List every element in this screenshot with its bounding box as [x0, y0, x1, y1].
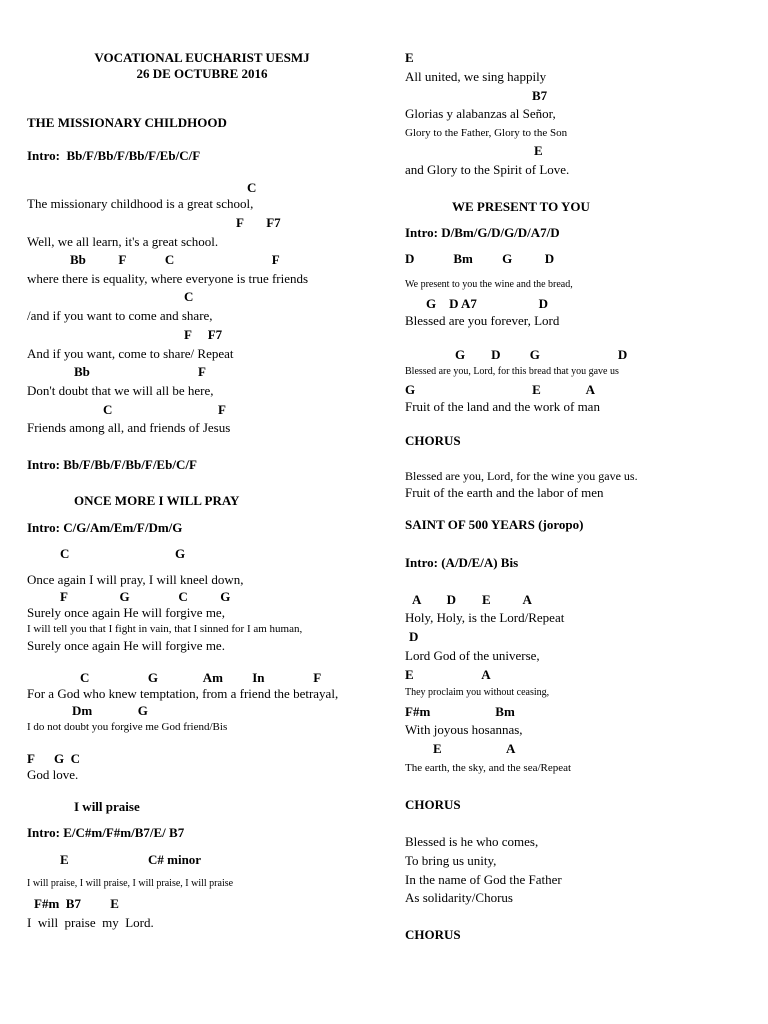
chord-line: F G C [27, 751, 80, 766]
chorus-label: CHORUS [405, 797, 461, 812]
lyric-line: Fruit of the land and the work of man [405, 399, 600, 414]
chord-line: D [409, 629, 419, 644]
lyric-line: And if you want, come to share/ Repeat [27, 346, 234, 361]
chord-line: C [60, 546, 70, 561]
lyric-line: The missionary childhood is a great school, [27, 196, 254, 211]
document-date: 26 DE OCTUBRE 2016 [136, 66, 268, 81]
lyric-line: With joyous hosannas, [405, 722, 523, 737]
chord-line: G [175, 546, 186, 561]
lyric-line: Glory to the Father, Glory to the Son [405, 127, 568, 139]
lyric-line: Holy, Holy, is the Lord/Repeat [405, 610, 565, 625]
chord-line: C [184, 289, 194, 304]
lyric-line: All united, we sing happily [405, 69, 547, 84]
chord-line: C [247, 180, 257, 195]
lyric-line: Lord God of the universe, [405, 648, 540, 663]
lyric-line: I will praise, I will praise, I will praise, I will praise [27, 878, 234, 889]
lyric-line: Fruit of the earth and the labor of men [405, 485, 604, 500]
chord-line: C [103, 402, 113, 417]
chord-line: E [405, 50, 414, 65]
lyric-line: For a God who knew temptation, from a friend the betrayal, [27, 686, 339, 701]
lyric-line: As solidarity/Chorus [405, 890, 513, 905]
lyric-line: In the name of God the Father [405, 872, 562, 887]
lyric-line: Once again I will pray, I will kneel down, [27, 572, 244, 587]
lyric-line: I will praise my Lord. [27, 915, 154, 930]
lyric-line: We present to you the wine and the bread, [405, 279, 573, 290]
song-intro: Intro: E/C#m/F#m/B7/E/ B7 [27, 825, 185, 840]
lyric-line: Glorias y alabanzas al Señor, [405, 106, 556, 121]
chord-line: F#m B7 E [34, 896, 119, 911]
chord-line: F F7 [184, 327, 223, 342]
song-title-i-will-praise: I will praise [74, 799, 140, 814]
chord-line: C G Am In F [80, 670, 322, 685]
lyric-line: To bring us unity, [405, 853, 497, 868]
lyric-line: Don't doubt that we will all be here, [27, 383, 214, 398]
song-intro: Intro: D/Bm/G/D/G/D/A7/D [405, 225, 560, 240]
lyric-line: Blessed is he who comes, [405, 834, 539, 849]
document-title: VOCATIONAL EUCHARIST UESMJ [94, 50, 310, 65]
chord-line: C# minor [148, 852, 202, 867]
chord-line: F#m Bm [405, 704, 515, 719]
chord-line: Bb [74, 364, 90, 379]
song-title-once-more: ONCE MORE I WILL PRAY [74, 493, 240, 508]
chord-line: Bb F C F [70, 252, 280, 267]
chord-line: A D E A [412, 592, 532, 607]
lyric-line: God love. [27, 767, 79, 782]
chorus-label: CHORUS [405, 433, 461, 448]
song-title-missionary-childhood: THE MISSIONARY CHILDHOOD [27, 115, 227, 130]
chord-line: E A [405, 667, 491, 682]
lyric-line: Surely once again He will forgive me. [27, 638, 225, 653]
chord-line: E [60, 852, 69, 867]
lyric-line: Blessed are you forever, Lord [405, 313, 560, 328]
chord-line: E A [433, 741, 516, 756]
lyric-line: Well, we all learn, it's a great school. [27, 234, 219, 249]
lyric-line: Blessed are you, Lord, for this bread that you gave us [405, 366, 619, 377]
chorus-label: CHORUS [405, 927, 461, 942]
lyric-line: and Glory to the Spirit of Love. [405, 162, 570, 177]
chord-line: G D A7 D [426, 296, 549, 311]
lyric-line: I will tell you that I fight in vain, that I sinned for I am human, [27, 623, 303, 635]
song-intro: Intro: C/G/Am/Em/F/Dm/G [27, 520, 183, 535]
chord-line: F [218, 402, 226, 417]
song-title-saint: SAINT OF 500 YEARS (joropo) [405, 517, 584, 532]
song-outro: Intro: Bb/F/Bb/F/Bb/F/Eb/C/F [27, 457, 197, 472]
lyric-line: Surely once again He will forgive me, [27, 605, 225, 620]
chord-line: Dm G [72, 703, 148, 718]
lyric-line: where there is equality, where everyone is true friends [27, 271, 309, 286]
chord-line: G D G D [455, 347, 628, 362]
lyric-line: Blessed are you, Lord, for the wine you gave us. [405, 469, 638, 483]
lyric-line: /and if you want to come and share, [27, 308, 213, 323]
lyric-line: They proclaim you without ceasing, [405, 687, 550, 698]
chord-line: G E A [405, 382, 595, 397]
lyric-line: I do not doubt you forgive me God friend/Bis [27, 721, 228, 733]
lyric-line: The earth, the sky, and the sea/Repeat [405, 762, 572, 774]
chord-line: E [534, 143, 543, 158]
song-intro: Intro: (A/D/E/A) Bis [405, 555, 519, 570]
chord-line: F [198, 364, 206, 379]
lyric-line: Friends among all, and friends of Jesus [27, 420, 231, 435]
chord-line: F G C G [60, 589, 231, 604]
chord-line: F F7 [236, 215, 281, 230]
chord-line: D Bm G D [405, 251, 555, 266]
song-intro: Intro: Bb/F/Bb/F/Bb/F/Eb/C/F [27, 148, 201, 163]
chord-line: B7 [532, 88, 548, 103]
song-title-we-present: WE PRESENT TO YOU [452, 199, 590, 214]
